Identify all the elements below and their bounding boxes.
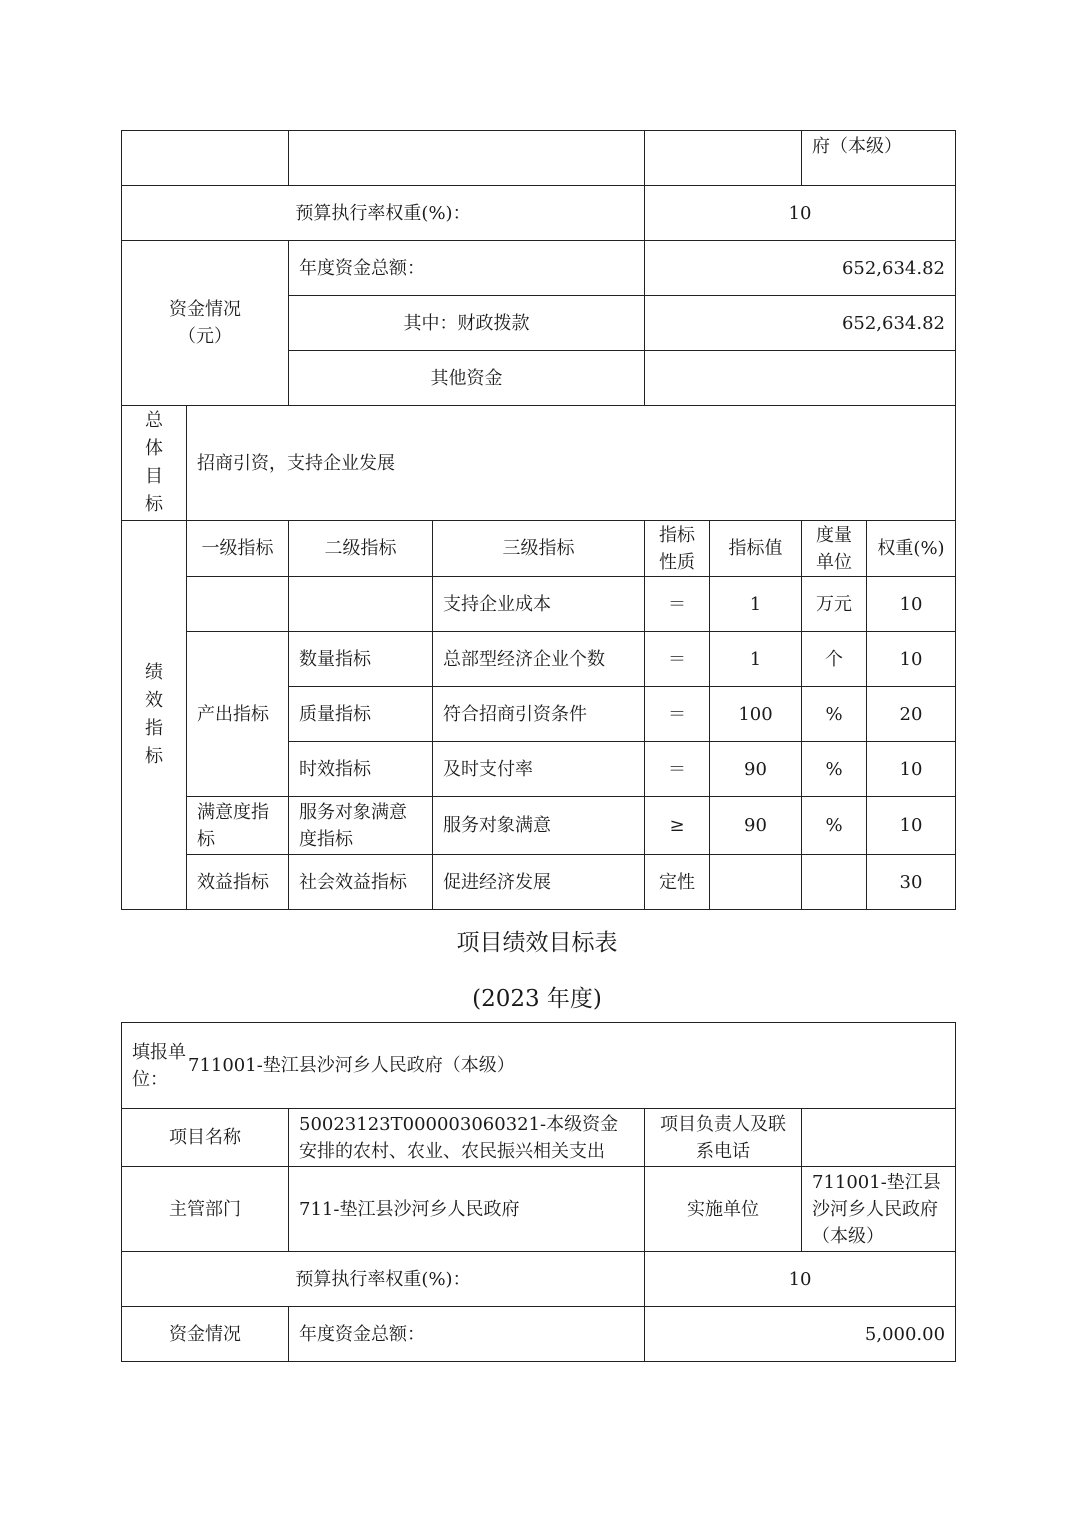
level1-cell: 产出指标 <box>187 632 289 797</box>
weight-cell: 30 <box>867 855 956 910</box>
indicator-row <box>122 577 956 632</box>
level2-cell <box>289 577 433 632</box>
weight-cell: 20 <box>867 687 956 742</box>
overall-goal-text: 招商引资，支持企业发展 <box>187 406 956 521</box>
fiscal-label: 其中：财政拨款 <box>289 296 645 351</box>
header-value: 指标值 <box>710 521 802 577</box>
perf-char: 指 <box>145 718 163 739</box>
level3-cell: 总部型经济企业个数 <box>433 632 645 687</box>
contact-value <box>802 1109 956 1167</box>
level2-cell: 数量指标 <box>289 632 433 687</box>
level1-cell: 效益指标 <box>187 855 289 910</box>
value-cell: 90 <box>710 797 802 855</box>
budget-weight-value: 10 <box>645 186 956 241</box>
performance-table-2023 <box>121 1022 956 1362</box>
level3-cell: 服务对象满意 <box>433 797 645 855</box>
indicator-row <box>122 632 956 687</box>
header-level2: 二级指标 <box>289 521 433 577</box>
annual-total-label: 年度资金总额： <box>289 241 645 296</box>
goal-char: 总 <box>145 410 163 431</box>
nature-cell: ＝ <box>645 577 710 632</box>
impl-value: 711001-垫江县沙河乡人民政府（本级） <box>802 1167 956 1252</box>
funds-label-line2: （元） <box>178 326 232 347</box>
value-cell: 1 <box>710 577 802 632</box>
funds-label-line1: 资金情况 <box>169 299 241 320</box>
level2-cell: 时效指标 <box>289 742 433 797</box>
budget-weight-label: 预算执行率权重(%)： <box>122 186 645 241</box>
value-cell: 90 <box>710 742 802 797</box>
unit-cell <box>802 855 867 910</box>
dept-label: 主管部门 <box>122 1167 289 1252</box>
nature-cell: 定性 <box>645 855 710 910</box>
other-funds-value <box>645 351 956 406</box>
level3-cell: 及时支付率 <box>433 742 645 797</box>
perf-char: 绩 <box>145 662 163 683</box>
value-cell <box>710 855 802 910</box>
annual-total-value: 652,634.82 <box>645 241 956 296</box>
implementing-unit-continued: 府（本级） <box>802 131 956 186</box>
goal-char: 体 <box>145 438 163 459</box>
level3-cell: 支持企业成本 <box>433 577 645 632</box>
budget-weight-value: 10 <box>645 1252 956 1307</box>
header-level3: 三级指标 <box>433 521 645 577</box>
level1-cell <box>187 577 289 632</box>
nature-cell: ＝ <box>645 742 710 797</box>
budget-weight-row <box>122 186 956 241</box>
overall-goal-row <box>122 406 956 521</box>
level3-cell: 符合招商引资条件 <box>433 687 645 742</box>
empty-cell <box>122 131 289 186</box>
level3-cell: 促进经济发展 <box>433 855 645 910</box>
goal-char: 标 <box>145 494 163 515</box>
funds-label: 资金情况 <box>122 1307 289 1362</box>
continuation-row <box>122 131 956 186</box>
page-title: 项目绩效目标表 <box>456 930 618 956</box>
level1-cell: 满意度指标 <box>187 797 289 855</box>
funds-label <box>122 241 289 406</box>
perf-char: 效 <box>145 690 163 711</box>
project-name-row <box>122 1109 956 1167</box>
fill-unit-value: 711001-垫江县沙河乡人民政府（本级） <box>188 1055 515 1076</box>
header-weight: 权重(%) <box>867 521 956 577</box>
weight-cell: 10 <box>867 632 956 687</box>
project-name-value: 50023123T000003060321-本级资金安排的农村、农业、农民振兴相关支出 <box>289 1109 645 1167</box>
indicator-row <box>122 797 956 855</box>
annual-total-value: 5,000.00 <box>645 1307 956 1362</box>
other-funds-label: 其他资金 <box>289 351 645 406</box>
unit-cell: 个 <box>802 632 867 687</box>
nature-cell: ≥ <box>645 797 710 855</box>
impl-label: 实施单位 <box>645 1167 802 1252</box>
value-cell: 100 <box>710 687 802 742</box>
unit-cell: % <box>802 687 867 742</box>
goal-char: 目 <box>145 466 163 487</box>
empty-cell <box>645 131 802 186</box>
header-unit: 度量单位 <box>802 521 867 577</box>
page-year: (2023 年度) <box>472 986 602 1012</box>
fill-unit-label: 填报单位： <box>132 1041 186 1090</box>
overall-goal-label <box>122 406 187 521</box>
performance-indicator-label <box>122 521 187 910</box>
header-nature: 指标性质 <box>645 521 710 577</box>
weight-cell: 10 <box>867 797 956 855</box>
fill-unit-row <box>122 1023 956 1109</box>
fiscal-value: 652,634.82 <box>645 296 956 351</box>
value-cell: 1 <box>710 632 802 687</box>
performance-table-continued <box>121 130 956 910</box>
weight-cell: 10 <box>867 742 956 797</box>
budget-weight-row <box>122 1252 956 1307</box>
budget-weight-label: 预算执行率权重(%)： <box>122 1252 645 1307</box>
level2-cell: 服务对象满意度指标 <box>289 797 433 855</box>
nature-cell: ＝ <box>645 687 710 742</box>
annual-total-label: 年度资金总额： <box>289 1307 645 1362</box>
project-name-label: 项目名称 <box>122 1109 289 1167</box>
unit-cell: % <box>802 797 867 855</box>
unit-cell: % <box>802 742 867 797</box>
empty-cell <box>289 131 645 186</box>
weight-cell: 10 <box>867 577 956 632</box>
level2-cell: 质量指标 <box>289 687 433 742</box>
dept-row <box>122 1167 956 1252</box>
dept-value: 711-垫江县沙河乡人民政府 <box>289 1167 645 1252</box>
contact-label: 项目负责人及联系电话 <box>645 1109 802 1167</box>
fill-unit-cell <box>122 1023 956 1109</box>
indicator-row <box>122 855 956 910</box>
level2-cell: 社会效益指标 <box>289 855 433 910</box>
nature-cell: ＝ <box>645 632 710 687</box>
perf-char: 标 <box>145 746 163 767</box>
header-level1: 一级指标 <box>187 521 289 577</box>
annual-total-row <box>122 1307 956 1362</box>
unit-cell: 万元 <box>802 577 867 632</box>
annual-total-row <box>122 241 956 296</box>
indicator-header-row <box>122 521 956 577</box>
